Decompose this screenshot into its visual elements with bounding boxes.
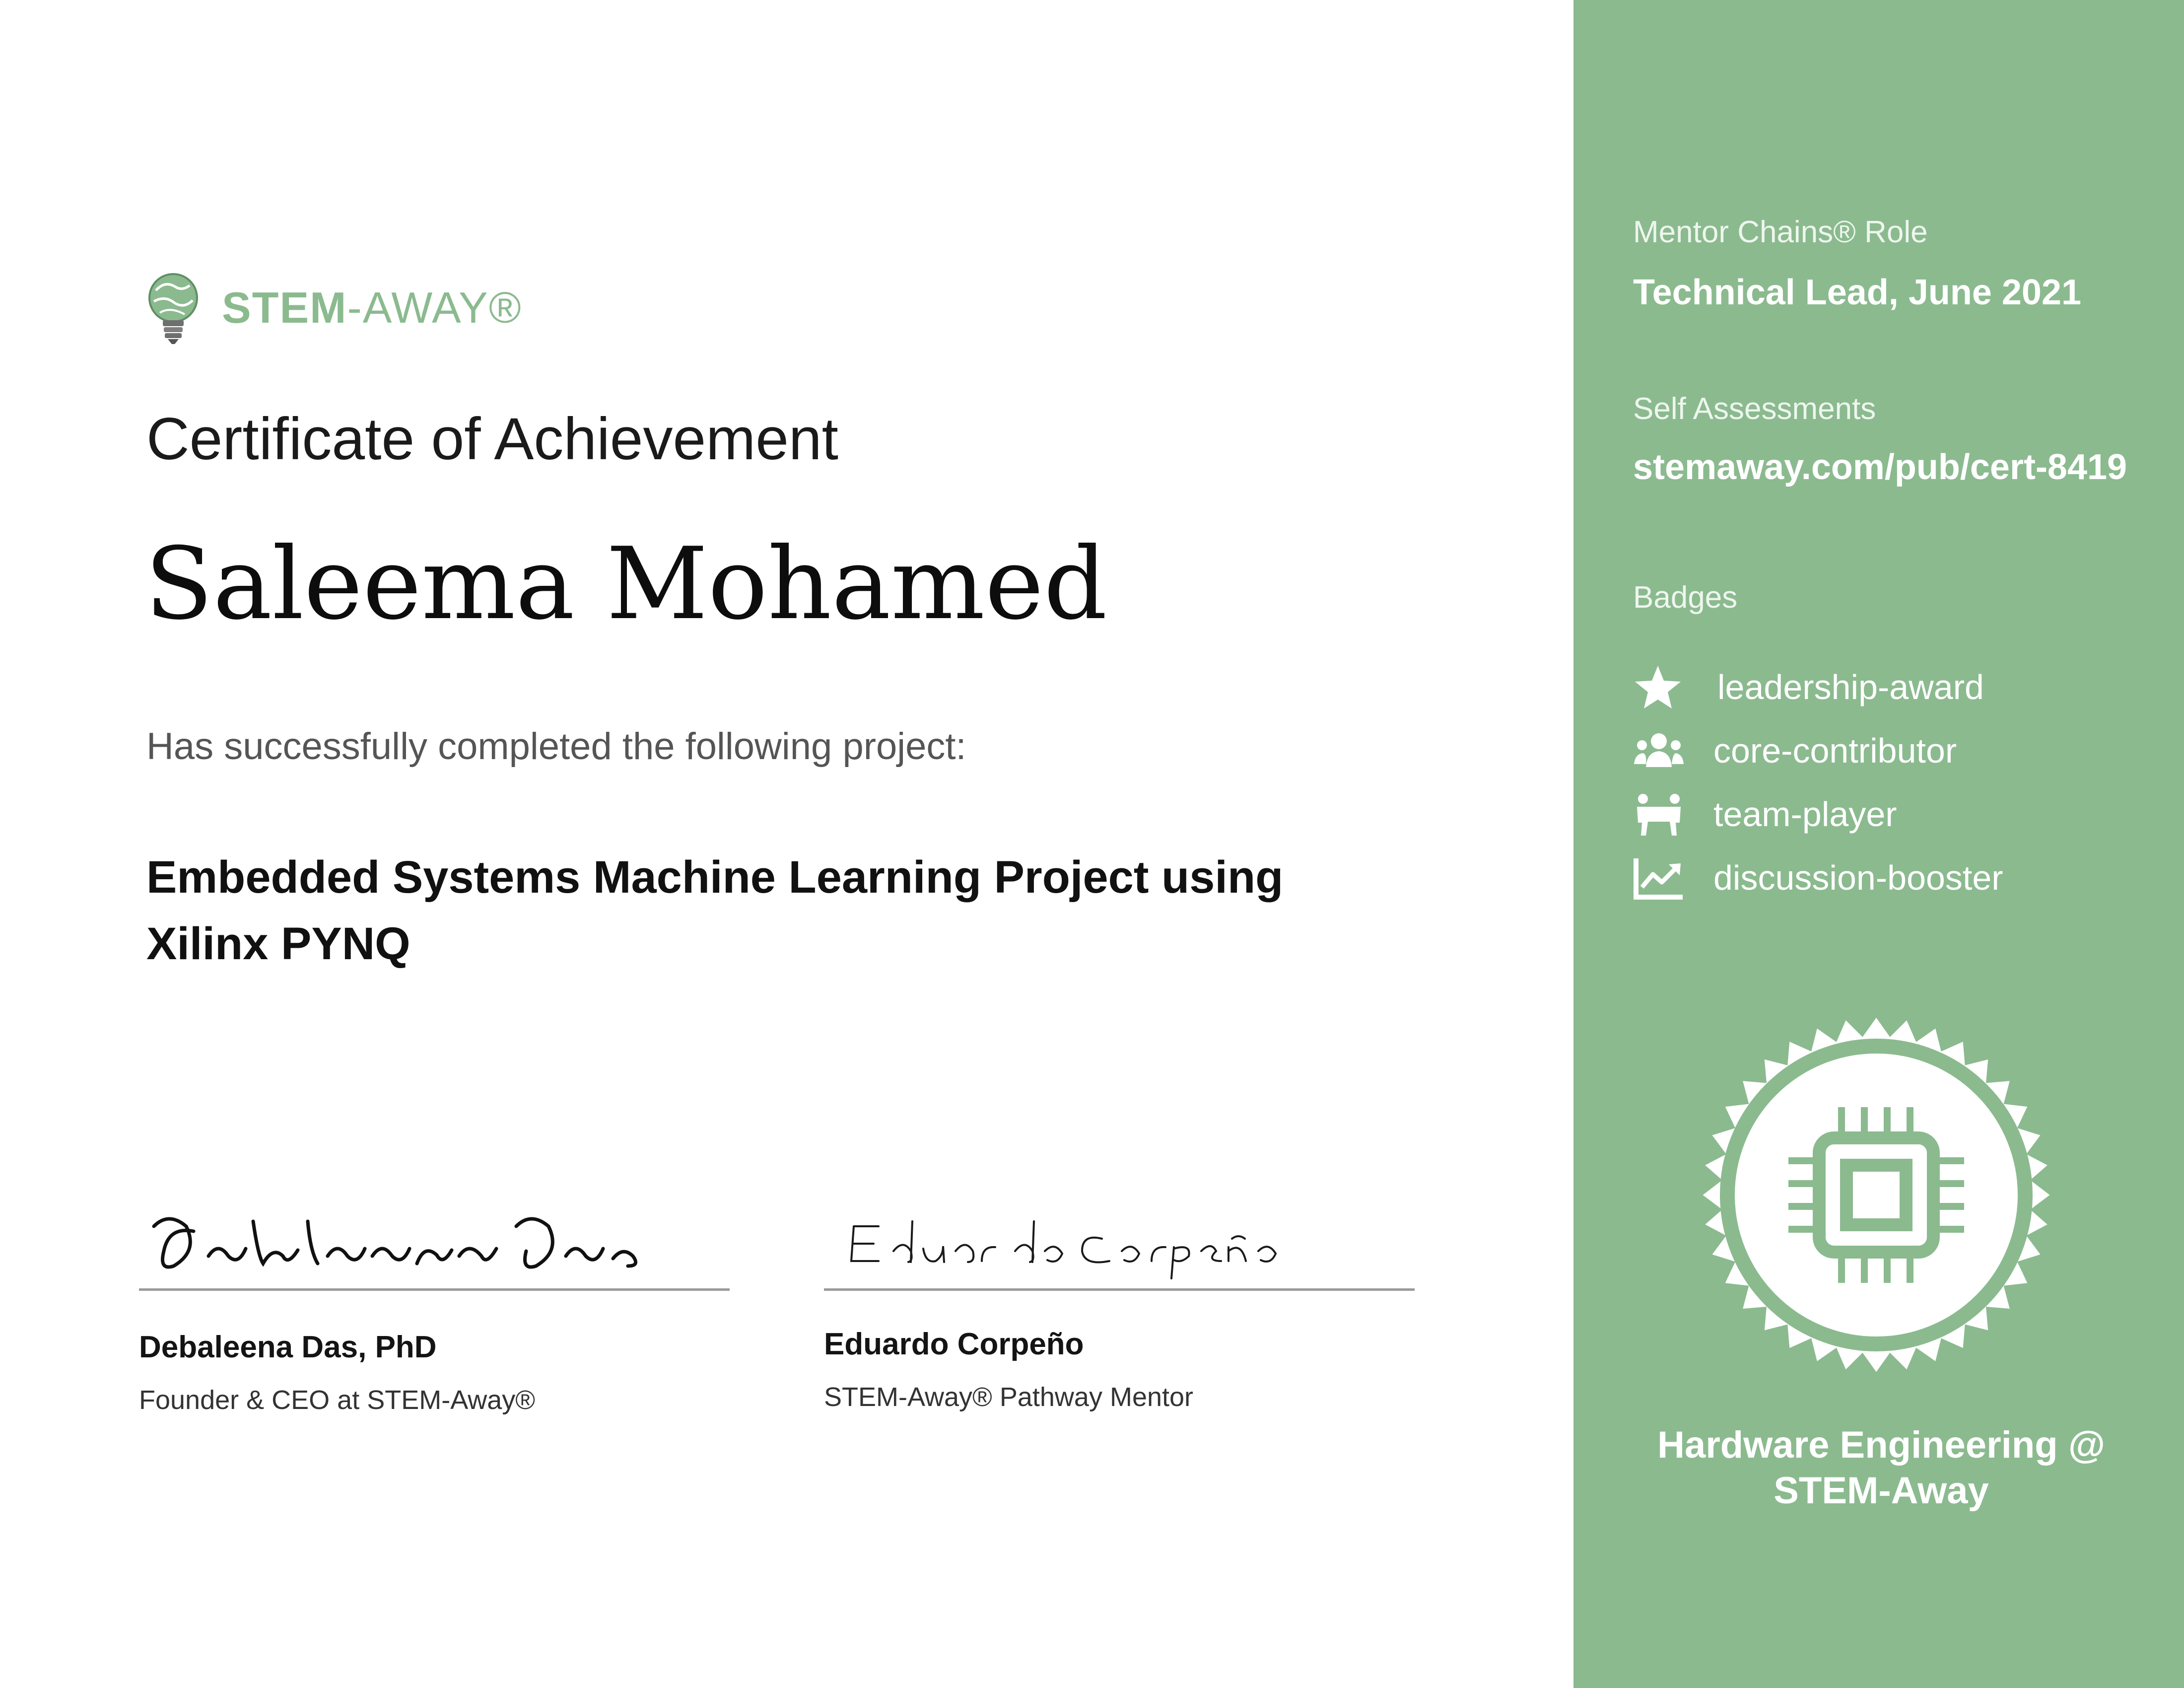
pathway-title-line-1: Hardware Engineering @ xyxy=(1657,1424,2105,1466)
self-assessments-label: Self Assessments xyxy=(1633,392,1876,426)
pathway-title xyxy=(1603,1422,2159,1514)
handwritten-signature xyxy=(139,1192,730,1286)
badge-item xyxy=(1633,719,2003,782)
signature-block-founder xyxy=(139,1192,730,1415)
project-title xyxy=(146,844,1363,977)
pathway-title-line-2: STEM-Away xyxy=(1774,1470,1989,1512)
microchip-seal-icon xyxy=(1693,1018,2060,1385)
chart-line-icon xyxy=(1633,855,1685,900)
handwritten-signature xyxy=(824,1192,1415,1286)
badges-label: Badges xyxy=(1633,580,1738,615)
badge-item xyxy=(1633,782,2003,846)
logo-wordmark-light: -AWAY® xyxy=(347,283,522,332)
signer-role: STEM-Away® Pathway Mentor xyxy=(824,1382,1194,1412)
signature-line xyxy=(139,1288,730,1291)
self-assessments-link[interactable]: stemaway.com/pub/cert-8419 xyxy=(1633,447,2127,487)
badge-label: discussion-booster xyxy=(1713,858,2003,897)
certificate-title: Certificate of Achievement xyxy=(146,406,839,472)
project-title-line-2: Xilinx PYNQ xyxy=(146,918,410,969)
badge-label: team-player xyxy=(1713,795,1897,834)
logo-wordmark-strong: STEM xyxy=(222,283,347,332)
recipient-name: Saleema Mohamed xyxy=(145,526,1107,642)
certificate-sidebar xyxy=(1573,0,2184,1688)
stem-away-logo xyxy=(145,268,522,348)
badge-label: core-contributor xyxy=(1713,731,1957,770)
role-value: Technical Lead, June 2021 xyxy=(1633,273,2082,312)
badge-item xyxy=(1633,846,2003,910)
signature-line xyxy=(824,1288,1415,1291)
badge-item xyxy=(1633,655,2003,719)
completion-statement: Has successfully completed the following project: xyxy=(146,725,966,768)
signer-role: Founder & CEO at STEM-Away® xyxy=(139,1385,536,1415)
badge-list xyxy=(1633,655,2003,910)
team-carry-icon xyxy=(1633,792,1685,837)
role-label: Mentor Chains® Role xyxy=(1633,215,1928,249)
logo-wordmark xyxy=(222,282,522,333)
users-icon xyxy=(1633,728,1685,773)
signer-name: Eduardo Corpeño xyxy=(824,1327,1084,1361)
project-title-line-1: Embedded Systems Machine Learning Project using xyxy=(146,852,1284,903)
lightbulb-globe-icon xyxy=(145,271,202,345)
signer-name: Debaleena Das, PhD xyxy=(139,1330,437,1364)
signature-block-mentor xyxy=(824,1192,1415,1412)
badge-label: leadership-award xyxy=(1717,668,1984,706)
star-icon xyxy=(1633,665,1685,709)
